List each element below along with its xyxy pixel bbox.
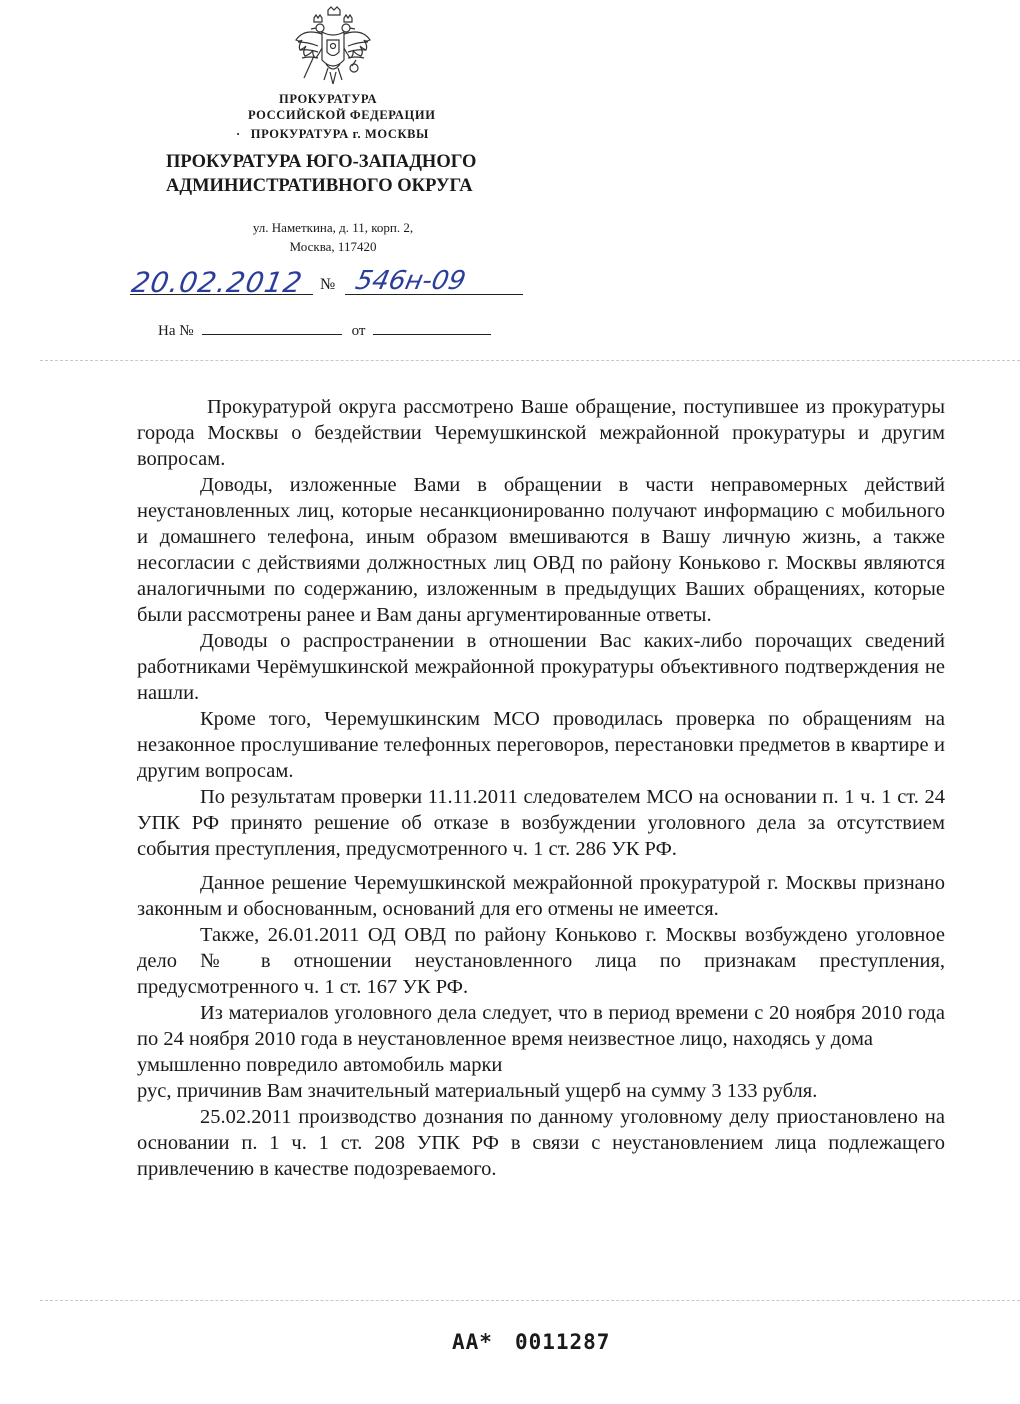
- number-sign: №: [320, 276, 336, 293]
- issuer-address: [238, 218, 428, 256]
- paragraph-1: Прокуратурой округа рассмотрено Ваше обращение, поступившее из прокуратуры города Москвы о бездействии Черемушкинской межрайонной прокуратуры и другим вопросам.: [137, 396, 945, 470]
- paragraph-8c: рус, причинив Вам значительный материальный ущерб на сумму 3 133 рубля.: [137, 1080, 818, 1102]
- org-name-line3-wrapper: [236, 127, 429, 142]
- reference-line: [158, 320, 491, 340]
- date-underline: [130, 294, 313, 295]
- ref-label: На №: [158, 323, 194, 339]
- issuer-title: [166, 150, 476, 198]
- letter-body: [137, 394, 945, 1182]
- number-underline: [345, 294, 523, 295]
- handwritten-number: 546н-09: [352, 266, 469, 296]
- paragraph-3: Доводы о распространении в отношении Вас каких-либо порочащих сведений работниками Черёмушкинской межрайонной прокуратуры объективного подтверждения не нашли.: [137, 630, 945, 704]
- paragraph-8b: умышленно повредило автомобиль марки: [137, 1054, 503, 1076]
- issuer-title-line2: АДМИНИСТРАТИВНОГО ОКРУГА: [166, 176, 473, 196]
- ref-date-blank: [373, 320, 491, 335]
- issuer-title-line1: ПРОКУРАТУРА ЮГО-ЗАПАДНОГО: [166, 152, 477, 172]
- org-name-line1: ПРОКУРАТУРА: [279, 92, 378, 106]
- handwritten-date: 20.02.2012: [129, 266, 306, 299]
- paragraph-8a: Из материалов уголовного дела следует, что в период времени с 20 ноября 2010 года по 24 ноября 2010 года в неустановленное время неизвестное лицо, находясь у дома: [137, 1002, 945, 1050]
- address-line1: ул. Наметкина, д. 11, корп. 2,: [252, 220, 414, 235]
- ref-number-blank: [202, 320, 342, 335]
- paragraph-2: Доводы, изложенные Вами в обращении в части неправомерных действий неустановленных лиц, которые несанкционированно получают информацию с мобильного и домашнего телефона, иным образом вмешиваются в Вашу личную жизнь, а также несогласии с действиями должностных лиц ОВД по району Коньково г. Москвы являются аналогичными по содержанию, изложенным в предыдущих Ваших обращениях, которые были рассмотрены ранее и Вам даны аргументированные ответы.: [137, 474, 945, 626]
- address-line2: Москва, 117420: [289, 239, 377, 254]
- double-headed-eagle-icon: [292, 6, 374, 90]
- paragraph-6: Данное решение Черемушкинской межрайонной прокуратурой г. Москвы признано законным и обоснованным, оснований для его отмены не имеется.: [137, 872, 945, 920]
- paragraph-9: 25.02.2011 производство дознания по данному уголовному делу приостановлено на основании п. 1 ч. 1 ст. 208 УПК РФ в связи с неустановлением лица подлежащего привлечению в качестве подозреваемого.: [137, 1106, 945, 1180]
- form-serial: [452, 1330, 610, 1354]
- mark-dot: ·: [236, 127, 241, 141]
- registration-line: [130, 264, 550, 300]
- fold-line-top: [40, 360, 1020, 361]
- serial-code: АА*: [452, 1330, 493, 1354]
- paragraph-7: Также, 26.01.2011 ОД ОВД по району Коньково г. Москвы возбуждено уголовное дело № в отношении неустановленного лица по признакам преступления, предусмотренного ч. 1 ст. 167 УК РФ.: [137, 924, 945, 998]
- paragraph-5: По результатам проверки 11.11.2011 следователем МСО на основании п. 1 ч. 1 ст. 24 УПК РФ принято решение об отказе в возбуждении уголовного дела за отсутствием события преступления, предусмотренного ч. 1 ст. 286 УК РФ.: [137, 786, 945, 860]
- serial-number: 0011287: [514, 1330, 611, 1354]
- org-name-line2: РОССИЙСКОЙ ФЕДЕРАЦИИ: [248, 108, 436, 122]
- org-name-line3: ПРОКУРАТУРА г. МОСКВЫ: [250, 127, 429, 141]
- from-label: от: [351, 323, 366, 339]
- paragraph-4: Кроме того, Черемушкинским МСО проводилась проверка по обращениям на незаконное прослушивание телефонных переговоров, перестановки предметов в квартире и другим вопросам.: [137, 708, 945, 782]
- fold-line-bottom: [40, 1300, 1020, 1301]
